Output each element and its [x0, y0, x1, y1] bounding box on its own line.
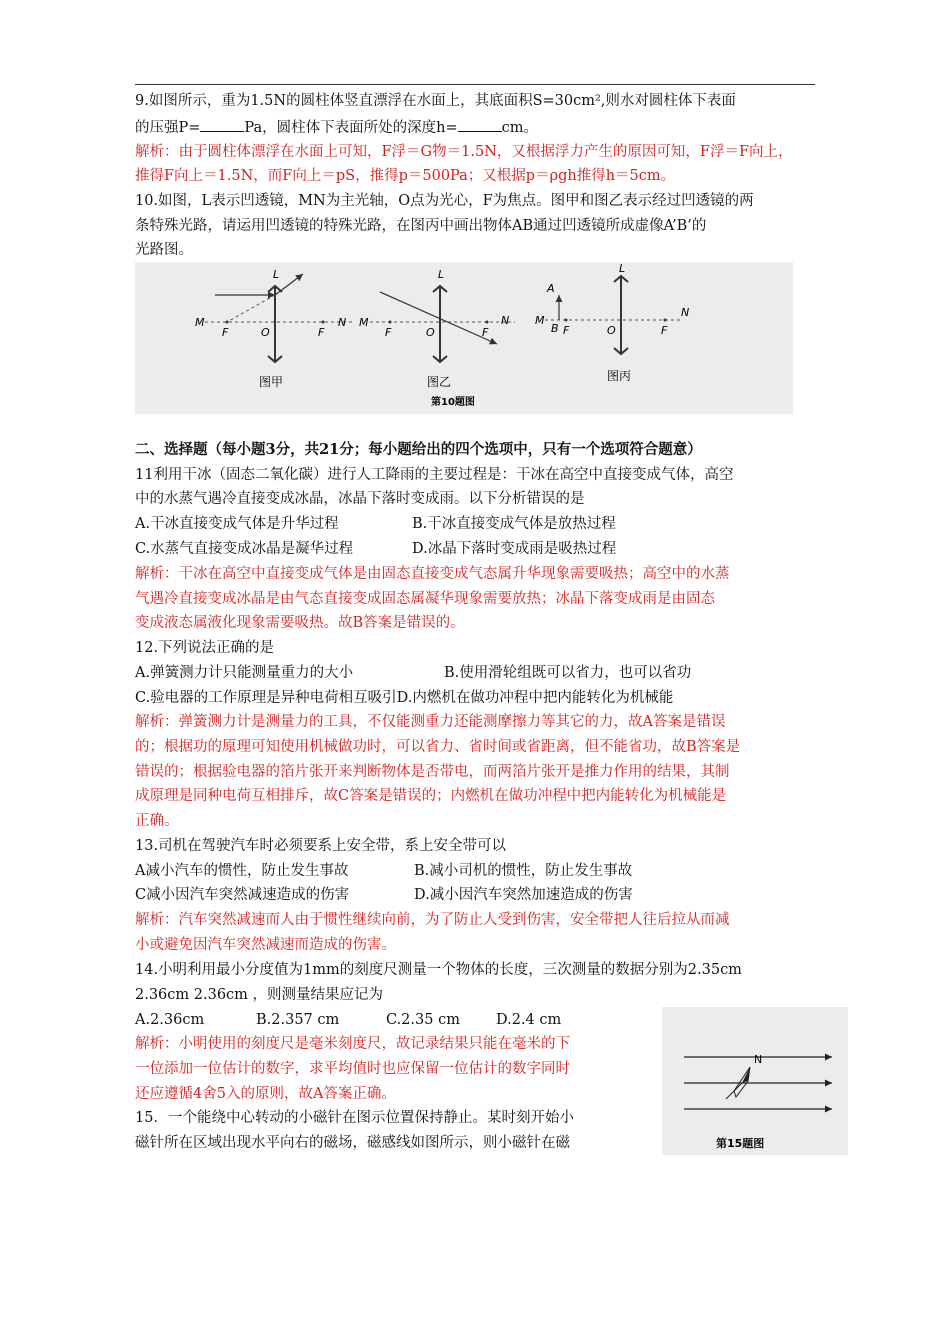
q14-option-d: D.2.4 cm [496, 1012, 562, 1028]
q12-analysis-line: 正确。 [135, 813, 179, 829]
q11-analysis-line: 变成液态属液化现象需要吸热。故B答案是错误的。 [135, 615, 465, 631]
q13-option-c: C减小因汽车突然减速造成的伤害 [135, 887, 350, 903]
panel-caption-bing: 图丙 [607, 369, 632, 383]
q13-option-b: B.减小司机的惯性，防止发生事故 [414, 863, 633, 879]
q11-text-line: 11利用干冰（固态二氧化碳）进行人工降雨的主要过程是：干冰在高空中直接变成气体，高空 [135, 467, 734, 483]
q11-option-a: A.干冰直接变成气体是升华过程 [135, 516, 339, 532]
q13-analysis-line: 解析：汽车突然减速而人由于惯性继续向前，为了防止人受到伤害，安全带把人往后拉从而减 [135, 912, 730, 928]
label-a: A [547, 282, 555, 295]
q14-option-a: A.2.36cm [135, 1012, 205, 1028]
label-o: O [426, 326, 435, 339]
section-heading: 二、选择题（每小题3分，共21分；每小题给出的四个选项中，只有一个选项符合题意） [135, 441, 702, 458]
q14-analysis-line: 解析：小明使用的刻度尺是毫米刻度尺，故记录结果只能在毫米的下 [135, 1036, 570, 1052]
q12-option-cd: C.验电器的工作原理是异种电荷相互吸引D.内燃机在做功冲程中把内能转化为机械能 [135, 690, 674, 706]
label-f: F [482, 326, 489, 339]
q14-analysis-line: 一位添加一位估计的数字，求平均值时也应保留一位估计的数字同时 [135, 1061, 570, 1077]
label-l: L [619, 262, 626, 275]
q15-text-line: 磁针所在区域出现水平向右的磁场，磁感线如图所示，则小磁针在磁 [135, 1135, 570, 1151]
figure-caption: 第15题图 [716, 1137, 765, 1150]
q14-option-c: C.2.35 cm [386, 1012, 460, 1028]
q12-analysis-line: 解析：弹簧测力计是测量力的工具，不仅能测重力还能测摩擦力等其它的力，故A答案是错误 [135, 714, 726, 730]
panel-caption-yi: 图乙 [427, 375, 452, 389]
label-f: F [563, 324, 570, 337]
q15-figure [662, 1007, 848, 1155]
top-rule [135, 84, 815, 85]
q13-option-a: A减小汽车的惯性，防止发生事故 [135, 863, 349, 879]
label-n: N [338, 316, 347, 329]
label-n: N [681, 306, 690, 319]
label-l: L [273, 268, 280, 281]
q12-analysis-line: 的；根据功的原理可知使用机械做功时，可以省力、省时间或省距离，但不能省功，故B答案是 [135, 739, 741, 755]
q9-text-line-1: 9.如图所示，重为1.5N的圆柱体竖直漂浮在水面上，其底面积S=30cm²,则水对圆柱体下表面 [135, 93, 736, 109]
q11-option-b: B.干冰直接变成气体是放热过程 [412, 516, 616, 532]
q10-figure [135, 262, 793, 414]
q13-stem: 13.司机在驾驶汽车时必须要系上安全带，系上安全带可以 [135, 838, 507, 854]
q9-text-part: Pa，圆柱体下表面所处的深度h= [244, 120, 458, 136]
panel-yi [359, 268, 515, 389]
q14-analysis-line: 还应遵循4舍5入的原则，故A答案正确。 [135, 1086, 396, 1102]
q14-text-line: 14.小明利用最小分度值为1mm的刻度尺测量一个物体的长度，三次测量的数据分别为2.35cm [135, 962, 742, 978]
q11-analysis-line: 解析：干冰在高空中直接变成气体是由固态直接变成气态属升华现象需要吸热；高空中的水蒸 [135, 566, 730, 582]
q10-text-line: 条特殊光路，请运用凹透镜的特殊光路，在图丙中画出物体AB通过凹透镜所成虚像A’B’的 [135, 218, 707, 234]
q15-text-line: 15．一个能绕中心转动的小磁针在图示位置保持静止。某时刻开始小 [135, 1110, 574, 1126]
q11-analysis-line: 气遇冷直接变成冰晶是由气态直接变成固态属凝华现象需要放热；冰晶下落变成雨是由固态 [135, 591, 715, 607]
q9-text-line-2 [135, 117, 538, 138]
label-n: N [754, 1053, 763, 1066]
q12-option-a: A.弹簧测力计只能测量重力的大小 [135, 665, 354, 681]
panel-bing [535, 262, 689, 383]
label-f: F [318, 326, 325, 339]
label-f: F [222, 326, 229, 339]
label-m: M [535, 314, 545, 327]
q13-option-d: D.减小因汽车突然加速造成的伤害 [414, 887, 633, 903]
q12-option-b: B.使用滑轮组既可以省力，也可以省功 [444, 665, 692, 681]
label-f: F [661, 324, 668, 337]
q10-text-line: 10.如图，L表示凹透镜，MN为主光轴，O点为光心，F为焦点。图甲和图乙表示经过凹透镜的两 [135, 193, 754, 209]
label-b: B [551, 322, 559, 335]
q12-stem: 12.下列说法正确的是 [135, 640, 275, 656]
q14-text-line: 2.36cm 2.36cm ，则测量结果应记为 [135, 987, 384, 1003]
label-m: M [359, 316, 369, 329]
figure-caption: 第10题图 [431, 397, 475, 408]
q12-analysis-line: 成原理是同种电荷互相排斥，故C答案是错误的；内燃机在做功冲程中把内能转化为机械能是 [135, 788, 727, 804]
q12-analysis-line: 错误的；根据验电器的箔片张开来判断物体是否带电，而两箔片张开是推力作用的结果，其制 [135, 764, 730, 780]
label-n: N [501, 314, 510, 327]
q9-analysis-line: 解析：由于圆柱体漂浮在水面上可知，F浮＝G物＝1.5N，又根据浮力产生的原因可知，F浮＝F向上， [135, 144, 793, 160]
q10-text-line: 光路图。 [135, 242, 193, 258]
label-f: F [385, 326, 392, 339]
label-o: O [607, 324, 616, 337]
answer-blank-pressure [200, 117, 244, 132]
q13-analysis-line: 小或避免因汽车突然减速而造成的伤害。 [135, 937, 396, 953]
q9-text-part: cm。 [501, 120, 539, 136]
q11-option-d: D.冰晶下落时变成雨是吸热过程 [412, 541, 617, 557]
q9-text-part: 的压强P= [135, 120, 201, 136]
label-o: O [261, 326, 270, 339]
q14-option-b: B.2.357 cm [256, 1012, 340, 1028]
label-l: L [438, 268, 445, 281]
q11-text-line: 中的水蒸气遇冷直接变成冰晶，冰晶下落时变成雨。以下分析错误的是 [135, 491, 585, 507]
q9-analysis-line: 推得F向上＝1.5N，而F向上＝pS，推得p＝500Pa；又根据p＝ρgh推得h＝5cm。 [135, 168, 676, 184]
q11-option-c: C.水蒸气直接变成冰晶是凝华过程 [135, 541, 354, 557]
panel-jia [195, 268, 355, 389]
label-m: M [195, 316, 205, 329]
panel-caption-jia: 图甲 [259, 375, 284, 389]
answer-blank-depth [458, 117, 502, 132]
